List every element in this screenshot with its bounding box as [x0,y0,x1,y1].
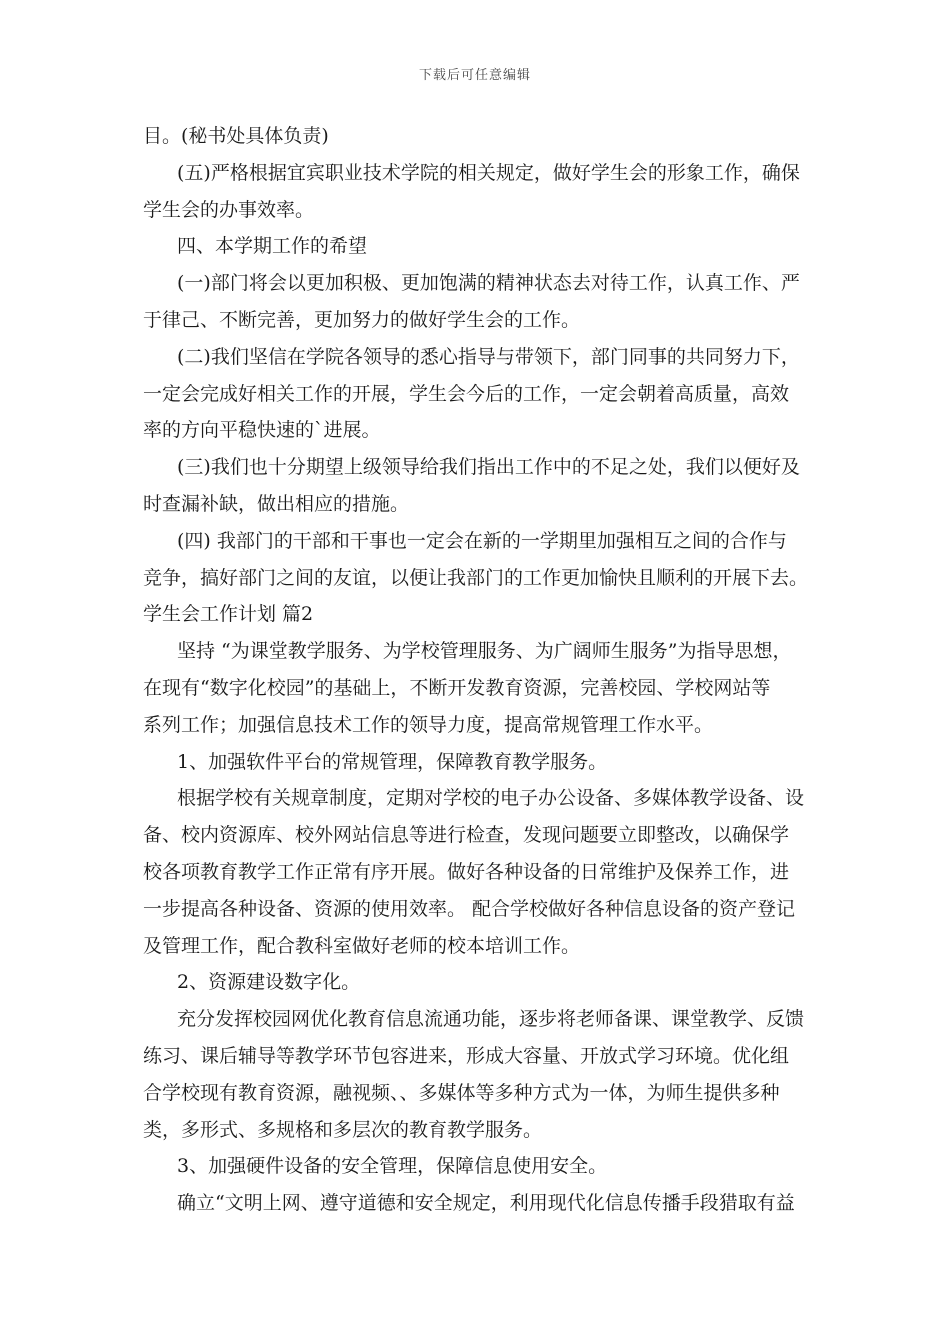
text-line: 率的方向平稳快速的`进展。 [143,419,381,442]
text-line: 坚持 “为课堂教学服务、为学校管理服务、为广阔师生服务”为指导思想， [177,640,792,663]
page-header: 下载后可任意编辑 [418,68,531,83]
text-line: (四) 我部门的干部和干事也一定会在新的一学期里加强相互之间的合作与 [177,529,787,552]
text-line: 2、资源建设数字化。 [177,971,361,994]
text-line: 学生会的办事效率。 [143,198,315,221]
text-line: 3、加强硬件设备的安全管理，保障信息使用安全。 [177,1155,608,1178]
text-line: (三)我们也十分期望上级领导给我们指出工作中的不足之处，我们以便好及 [177,456,800,479]
text-line: 于律己、不断完善，更加努力的做好学生会的工作。 [143,308,581,331]
text-line: 目。(秘书处具体负责) [143,125,329,147]
text-line: (二)我们坚信在学院各领导的悉心指导与带领下，部门同事的共同努力下， [177,345,800,368]
text-line: 四、本学期工作的希望 [177,235,368,258]
text-line: (一)部门将会以更加积极、更加饱满的精神状态去对待工作，认真工作、严 [177,272,800,295]
text-line: 学生会工作计划 篇2 [143,603,314,626]
text-line: 练习、课后辅导等教学环节包容进来，形成大容量、开放式学习环境。优化组 [143,1044,790,1067]
text-line: 充分发挥校园网优化教育信息流通功能，逐步将老师备课、课堂教学、反馈 [177,1008,805,1031]
text-line: 合学校现有教育资源，融视频、、多媒体等多种方式为一体，为师生提供多种 [143,1081,780,1104]
text-line: 在现有“数字化校园”的基础上，不断开发教育资源，完善校园、学校网站等 [143,676,771,699]
text-line: 一步提高各种设备、资源的使用效率。 配合学校做好各种信息设备的资产登记 [143,897,796,920]
text-line: 类，多形式、多规格和多层次的教育教学服务。 [143,1118,543,1141]
text-line: 确立“文明上网、遵守道德和安全规定，利用现代化信息传播手段猎取有益 [177,1192,795,1215]
text-line: 一定会完成好相关工作的开展，学生会今后的工作，一定会朝着高质量，高效 [143,382,790,405]
text-line: 根据学校有关规章制度，定期对学校的电子办公设备、多媒体教学设备、设 [177,787,805,810]
text-line: 时查漏补缺，做出相应的措施。 [143,492,410,515]
text-line: 及管理工作，配合教科室做好老师的校本培训工作。 [143,934,581,957]
text-line: 校各项教育教学工作正常有序开展。做好各种设备的日常维护及保养工作，进 [143,860,790,883]
text-line: 竞争，搞好部门之间的友谊，以便让我部门的工作更加愉快且顺利的开展下去。 [143,566,809,589]
text-line: 1、加强软件平台的常规管理，保障教育教学服务。 [177,750,608,773]
text-line: (五)严格根据宜宾职业技术学院的相关规定，做好学生会的形象工作，确保 [177,161,800,184]
text-line: 备、校内资源库、校外网站信息等进行检查，发现问题要立即整改，以确保学 [143,824,790,847]
document-body [143,118,809,1222]
text-line: 系列工作；加强信息技术工作的领导力度，提高常规管理工作水平。 [143,713,714,736]
